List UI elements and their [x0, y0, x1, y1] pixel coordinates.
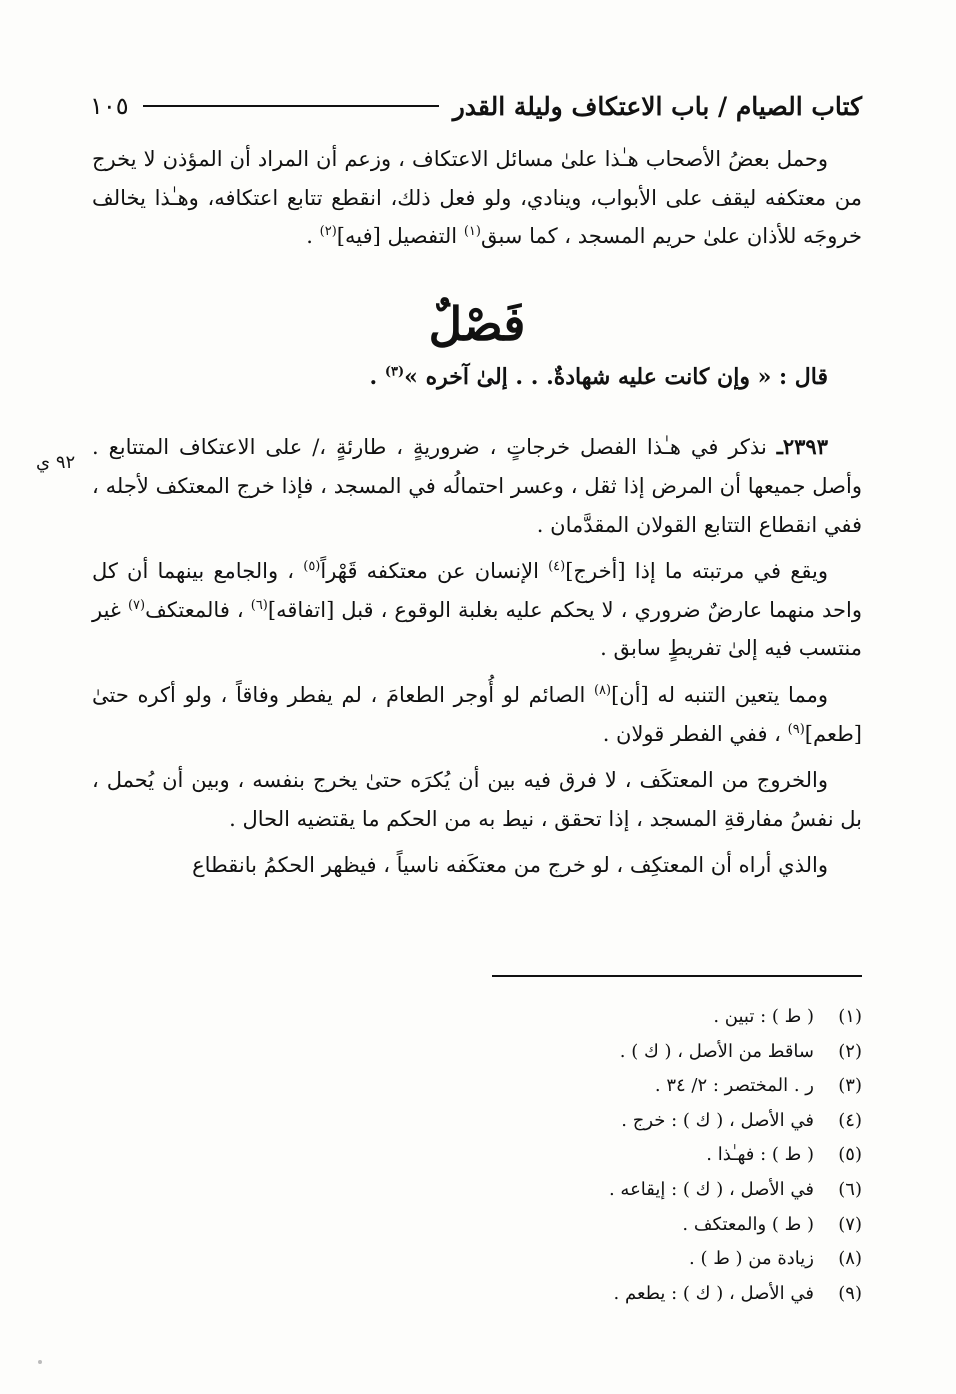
footnote-ref-9: (٩): [787, 721, 805, 737]
footnotes: [362, 1000, 862, 1311]
footnote-ref-7: (٧): [127, 597, 146, 613]
running-header: [90, 86, 862, 126]
quote-line: قال : « وإن كانت عليه شهادةٌ. . . إلىٰ آخره »$^{(٣)}$ .: [369, 363, 828, 390]
footnote: (٨) زيادة من ( ط ) .: [689, 1248, 862, 1270]
paragraph-1: وحمل بعضُ الأصحاب هـٰذا علىٰ مسائل الاعتكاف ، وزعم أن المراد أن المؤذن لا يخرج من معتكفه ليقف على الأبواب، وينادي، ولو فعل ذلك، انقطع تتابع اعتكافه، وهـٰذا يخالف خروجَه للأذان علىٰ حريم المسجد ، كما سبق$^{(١)}$ التفصيل [فيه]$^{(٢)}$ .: [92, 147, 862, 249]
page-number: ١٠٥: [90, 92, 129, 120]
issue-number: ٢٣٩٣ـ: [776, 434, 828, 460]
footnote: (١) ( ط ) : تبين .: [713, 1006, 862, 1027]
footnote: (٣) ر . المختصر : ٢/ ٣٤ .: [654, 1075, 862, 1097]
footnote-ref-8: (٨): [593, 682, 612, 698]
scan-dot: [38, 1360, 42, 1364]
footnote-ref-4: (٤): [548, 559, 566, 575]
footnote: (٩) في الأصل ، ( ك ) : يطعم .: [613, 1282, 862, 1304]
footnote: (٦) في الأصل ، ( ك ) : إيقاعه .: [608, 1178, 862, 1200]
main-text: [92, 140, 862, 885]
margin-folio-note: ٩٢ ي: [36, 452, 76, 473]
paragraph-2393: ٢٣٩٣ـ نذكر في هـٰذا الفصل خرجاتٍ ، ضروريةٍ ، طارئةٍ ،/ على الاعتكاف المتتابع . وأصل جميعها أن المرض إذا ثقل ، وعسر احتمالُه في المسجد ، فإذا خرج المعتكف لأجله ، ففي انقطاع التتابع القولان المقدَّمان .: [92, 434, 862, 537]
footnote: (٥) ( ط ) : فهـٰذا .: [706, 1144, 862, 1166]
paragraph-3: ويقع في مرتبته ما إذا [أخرج]$^{(٤)}$ الإنسان عن معتكفه قَهْراً$^{(٥)}$ ، والجامع بينهما أن كل واحد منهما عارضٌ ضروري ، لا يحكم عليه بغلبة الوقوع ، قبل [اتفاقه]$^{(٦)}$ ، فالمعتكف$^{(٧)}$ غير منتسب فيه إلىٰ تفريطٍ سابق .: [92, 559, 862, 661]
footnote-ref-2: (٢): [319, 224, 337, 240]
footnote-ref-1: (١): [463, 224, 481, 240]
paragraph-5: والخروج من المعتكَف ، لا فرق فيه بين أن يُكرَه حتىٰ يخرج بنفسه ، وبين أن يُحمل ، بل نفسُ مفارقةِ المسجد ، إذا تحقق ، نيط به من الحكم ما يقتضيه الحال .: [92, 768, 862, 831]
footnote: (٤) في الأصل ، ( ك ) : خرج .: [621, 1109, 862, 1131]
footnote-ref-6: (٦): [250, 597, 268, 613]
header-title: كتاب الصيام / باب الاعتكاف وليلة القدر: [452, 91, 862, 121]
header-rule: [143, 105, 439, 107]
footnote-ref-3: (٣): [384, 364, 405, 380]
paragraph-4: ومما يتعين التنبه له [أن]$^{(٨)}$ الصائم لو أُوجر الطعامَ ، لم يفطر وفاقاً ، ولو أكره حتىٰ [طعم]$^{(٩)}$ ، ففي الفطر قولان .: [92, 682, 862, 746]
footnote-ref-5: (٥): [303, 559, 321, 575]
footnote-separator: [492, 975, 862, 977]
footnote: (٢) ساقط من الأصل ، ( ك ) .: [619, 1040, 862, 1062]
footnote: (٧) ( ط ) والمعتكف .: [682, 1213, 862, 1235]
paragraph-6: والذي أراه أن المعتكِف ، لو خرج من معتكَفه ناسياً ، فيظهر الحكمُ بانقطاع: [192, 853, 828, 878]
section-heading: فَصْلٌ: [428, 296, 526, 351]
